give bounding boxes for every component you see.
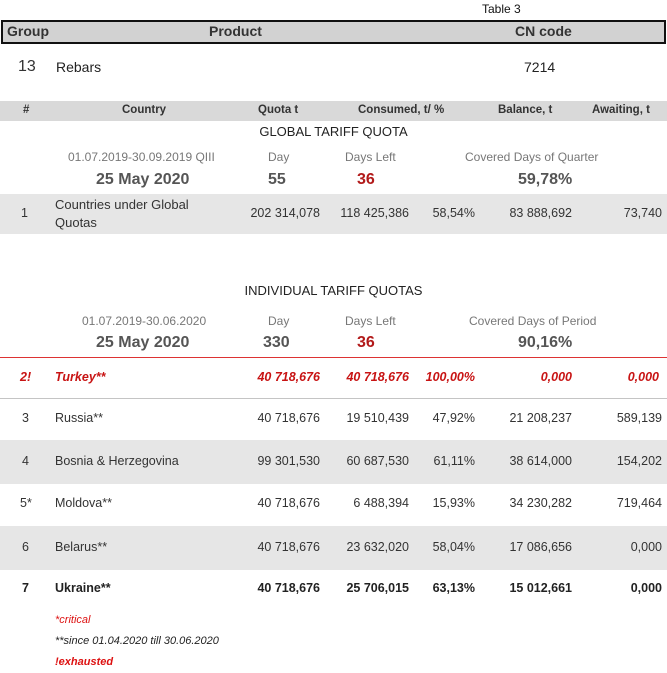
- individual-section-title: INDIVIDUAL TARIFF QUOTAS: [244, 283, 423, 298]
- individual-day-label: Day: [268, 314, 290, 328]
- row-consumed: 6 488,394: [353, 496, 409, 510]
- row-country: Belarus**: [55, 540, 108, 554]
- row-num: 2!: [20, 370, 32, 384]
- individual-day-value: 330: [263, 334, 290, 351]
- row-awaiting: 0,000: [627, 370, 659, 384]
- col-quota: Quota t: [258, 104, 299, 116]
- row-consumed: 23 632,020: [346, 540, 409, 554]
- row-awaiting: 719,464: [616, 496, 662, 510]
- row-balance: 15 012,661: [509, 581, 572, 595]
- table-label: Table 3: [482, 2, 521, 16]
- global-covered-value: 59,78%: [518, 171, 573, 188]
- row-country: Moldova**: [55, 496, 112, 510]
- row-percent: 58,54%: [432, 206, 475, 220]
- note-exhausted: !exhausted: [55, 656, 114, 668]
- row-awaiting: 73,740: [623, 206, 662, 220]
- row-quota: 40 718,676: [257, 370, 320, 384]
- row-num: 4: [22, 454, 29, 468]
- row-balance: 83 888,692: [509, 206, 572, 220]
- table-row: [0, 570, 667, 608]
- global-period: 01.07.2019-30.09.2019 QIII: [68, 150, 215, 164]
- individual-days-left-value: 36: [357, 334, 375, 351]
- row-num: 5*: [20, 496, 32, 510]
- row-balance: 34 230,282: [509, 496, 572, 510]
- table-row: [0, 484, 667, 526]
- row-awaiting: 0,000: [630, 540, 662, 554]
- row-quota: 40 718,676: [257, 411, 320, 425]
- header-product: Product: [209, 23, 262, 39]
- row-percent: 47,92%: [432, 411, 475, 425]
- row-awaiting: 589,139: [616, 411, 662, 425]
- row-consumed: 19 510,439: [346, 411, 409, 425]
- row-quota: 40 718,676: [257, 540, 320, 554]
- row-num: 1: [21, 206, 28, 220]
- header-cn-code: CN code: [515, 23, 572, 39]
- row-country: Countries under Global Quotas: [55, 197, 189, 230]
- row-consumed: 40 718,676: [346, 370, 409, 384]
- row-balance: 17 086,656: [509, 540, 572, 554]
- individual-period: 01.07.2019-30.06.2020: [82, 314, 207, 328]
- col-awaiting: Awaiting, t: [592, 104, 650, 116]
- table-row: [0, 399, 667, 439]
- global-day-label: Day: [268, 150, 290, 164]
- product-name: Rebars: [56, 59, 102, 75]
- row-quota: 99 301,530: [257, 454, 320, 468]
- global-covered-label: Covered Days of Quarter: [465, 150, 599, 164]
- note-critical: *critical: [55, 614, 91, 626]
- row-consumed: 60 687,530: [346, 454, 409, 468]
- col-num: #: [23, 104, 30, 116]
- row-balance: 0,000: [540, 370, 572, 384]
- global-days-left-value: 36: [357, 171, 375, 188]
- col-balance: Balance, t: [498, 104, 553, 116]
- table-row: [0, 526, 667, 570]
- row-country: Russia**: [55, 411, 103, 425]
- row-num: 3: [22, 411, 29, 425]
- row-country: Bosnia & Herzegovina: [55, 454, 179, 468]
- global-days-left-label: Days Left: [345, 150, 396, 164]
- col-country: Country: [122, 104, 167, 116]
- row-percent: 61,11%: [433, 454, 475, 468]
- row-consumed: 25 706,015: [346, 581, 409, 595]
- row-balance: 38 614,000: [509, 454, 572, 468]
- product-cn-code: 7214: [524, 59, 556, 75]
- row-percent: 63,13%: [432, 581, 475, 595]
- row-consumed: 118 425,386: [340, 206, 409, 220]
- global-day-value: 55: [268, 171, 286, 188]
- row-quota: 202 314,078: [250, 206, 320, 220]
- row-awaiting: 154,202: [616, 454, 662, 468]
- table-row: [0, 194, 667, 234]
- product-group: 13: [18, 58, 36, 75]
- row-percent: 58,04%: [432, 540, 475, 554]
- row-num: 7: [22, 581, 29, 595]
- header-group: Group: [7, 23, 49, 39]
- row-balance: 21 208,237: [509, 411, 572, 425]
- row-num: 6: [22, 540, 29, 554]
- individual-days-left-label: Days Left: [345, 314, 396, 328]
- table-row: [0, 440, 667, 484]
- row-quota: 40 718,676: [257, 496, 320, 510]
- row-percent: 15,93%: [432, 496, 475, 510]
- col-consumed: Consumed, t/ %: [358, 104, 445, 116]
- row-country: Ukraine**: [55, 581, 111, 595]
- table-row: [0, 358, 667, 398]
- row-country: Turkey**: [55, 370, 106, 384]
- individual-covered-value: 90,16%: [518, 334, 573, 351]
- global-date: 25 May 2020: [96, 171, 190, 188]
- row-percent: 100,00%: [425, 370, 475, 384]
- group-header: [1, 20, 666, 44]
- individual-date: 25 May 2020: [96, 334, 190, 351]
- row-awaiting: 0,000: [630, 581, 662, 595]
- global-section-title: GLOBAL TARIFF QUOTA: [259, 124, 408, 139]
- note-since: **since 01.04.2020 till 30.06.2020: [55, 635, 219, 647]
- row-quota: 40 718,676: [257, 581, 320, 595]
- individual-covered-label: Covered Days of Period: [469, 314, 597, 328]
- column-header-row: [0, 101, 667, 121]
